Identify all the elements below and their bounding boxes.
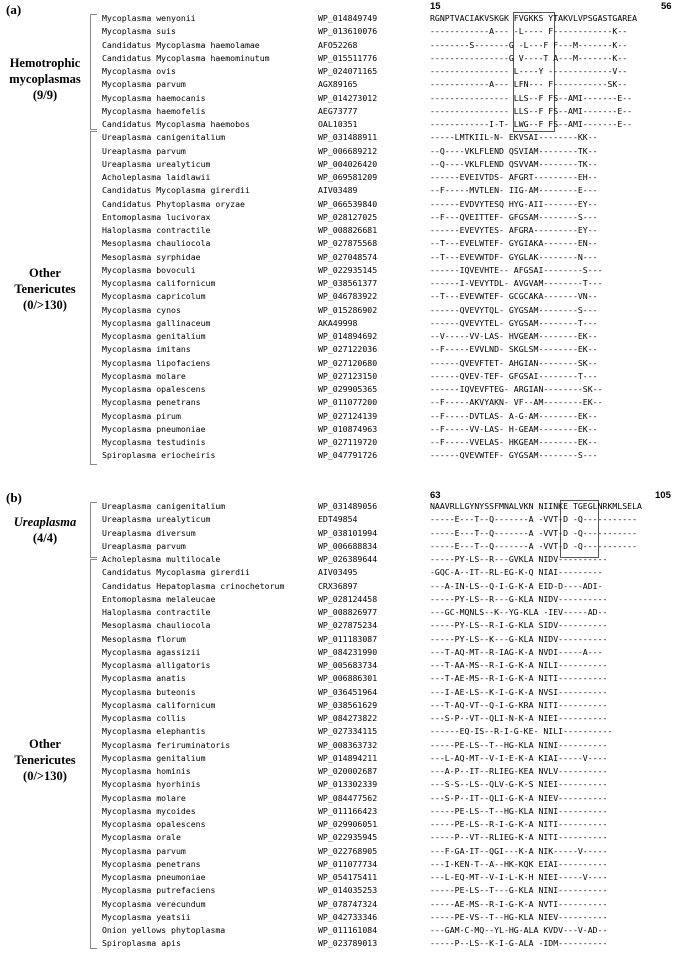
alignment-row (0, 39, 685, 51)
species-name: Mycoplasma gallinaceum (102, 317, 211, 328)
sequence-segment: ---T-AA-MS--R-I-G-K-A NILI---------- (430, 660, 608, 670)
alignment-row (0, 818, 685, 830)
species-name: Mycoplasma haemocanis (102, 92, 206, 103)
sequence-segment: -----LMTKIIL-N- EKVSAI--------KK-- (430, 132, 598, 143)
alignment-row (0, 619, 685, 631)
alignment-row (0, 118, 685, 130)
sequence-segment: ---L-AQ-MT--V-I-E-K-A KIAI-----V---- (430, 752, 608, 763)
sequence-segment: RGNPTVACIAKVSKGK FVGKKS YTAKVLVPSGASTGAREA (430, 13, 638, 23)
alignment-row (0, 383, 685, 395)
alignment-row (0, 211, 685, 223)
accession-number: WP_011183087 (318, 633, 378, 644)
accession-number: WP_014894692 (318, 331, 378, 341)
species-name: Mycoplasma penetrans (102, 397, 201, 408)
sequence-segment: ------IQVEVFTEG- ARGIAN--------SK-- (430, 384, 603, 394)
alignment-row (0, 778, 685, 790)
panel-b-label: (b) (6, 490, 22, 505)
alignment-row (0, 423, 685, 435)
alignment-row (0, 792, 685, 804)
sequence-segment: ------EVDVYTESQ HYG-AII-------EY-- (430, 198, 598, 209)
species-name: Mycoplasma hominis (102, 766, 191, 776)
alignment-row (0, 449, 685, 461)
sequence-segment: ---T-AQ-VT--Q-I-G-KRA NITI---------- (430, 699, 608, 710)
sequence-segment: --F-----MVTLEN- IIG-AM--------E--- (430, 185, 598, 196)
panel-b-position-start: 63 (430, 490, 441, 501)
species-name: Entomoplasma lucivorax (102, 211, 211, 222)
sequence-segment: ------IQVEVHTE-- AFGSAI--------S--- (430, 264, 603, 275)
sequence-segment: ----------------G V----T A---M-------K-- (430, 52, 628, 63)
species-name: Mycoplasma pirum (102, 410, 181, 421)
sequence-segment: ---F-GA-IT--QGI---K-A NIK-----V----- (430, 845, 608, 856)
accession-number: WP_014035253 (318, 885, 378, 896)
accession-number: AEG73777 (318, 105, 358, 116)
species-name: Candidatus Hepatoplasma crinochetorum (102, 580, 285, 591)
alignment-row (0, 513, 685, 525)
accession-number: WP_031488911 (318, 132, 378, 143)
panel-b (0, 488, 685, 955)
species-name: Haloplasma contractile (102, 607, 211, 617)
sequence-segment: ---I-AE-LS--K-I-G-K-A NVSI---------- (430, 686, 608, 697)
sequence-segment: --Q----VKLFLEND QSVVAM--------TK-- (430, 158, 598, 169)
alignment-row (0, 580, 685, 592)
alignment-row (0, 25, 685, 37)
sequence-segment: ------EQ-IS--R-I-G-KE- NILI---------- (430, 726, 613, 737)
accession-number: WP_027875234 (318, 620, 378, 631)
panel-a-position-end: 56 (661, 1, 672, 12)
accession-number: WP_027119720 (318, 437, 378, 447)
sequence-segment: --F-----AKVYAKN- VF--AM--------EK-- (430, 397, 603, 408)
alignment-row (0, 277, 685, 289)
alignment-row (0, 686, 685, 698)
alignment-row (0, 553, 685, 565)
sequence-segment: ---I-KEN-T--A--HK-KQK EIAI---------- (430, 858, 608, 869)
alignment-row (0, 357, 685, 369)
accession-number: WP_005683734 (318, 660, 378, 670)
species-name: Mycoplasma verecundum (102, 898, 206, 909)
sequence-segment: --T---EVELWTEF- GYGIAKA-------EN-- (430, 238, 598, 249)
species-name: Mycoplasma testudinis (102, 437, 206, 447)
panel-a-label: (a) (6, 2, 22, 17)
sequence-segment: -----PY-LS--K---G-KLA NIDV---------- (430, 633, 608, 644)
species-name: Mycoplasma mycoides (102, 805, 196, 816)
accession-number: AFO52268 (318, 39, 358, 50)
species-name: Mycoplasma molare (102, 792, 186, 803)
accession-number: WP_024071165 (318, 66, 378, 76)
sequence-segment: ------QVEVFTET- AHGIAN--------SK-- (430, 357, 598, 368)
species-name: Acholeplasma laidlawii (102, 172, 211, 182)
alignment-row (0, 739, 685, 751)
accession-number: EDT49854 (318, 514, 358, 525)
accession-number: WP_006689212 (318, 145, 378, 156)
accession-number: WP_029905365 (318, 384, 378, 394)
alignment-row (0, 184, 685, 196)
species-name: Mesoplasma florum (102, 633, 186, 644)
alignment-row (0, 725, 685, 737)
panel-a-position-start: 15 (430, 1, 441, 12)
accession-number: AKA49998 (318, 317, 358, 328)
group-line2: mycoplasmas (9, 72, 81, 86)
alignment-row (0, 78, 685, 90)
species-name: Mycoplasma collis (102, 713, 186, 723)
sequence-segment: --F-----EVVLND- SKGLSM--------EK-- (430, 344, 598, 355)
alignment-row (0, 566, 685, 578)
accession-number: WP_078747324 (318, 898, 378, 909)
species-name: Mycoplasma californicum (102, 699, 216, 710)
alignment-row (0, 92, 685, 104)
species-name: Mycoplasma molare (102, 370, 186, 381)
accession-number: OAL10351 (318, 119, 358, 129)
accession-number: WP_013302339 (318, 779, 378, 790)
species-name: Mesoplasma chauliocola (102, 238, 211, 249)
species-name: Mycoplasma suis (102, 26, 176, 37)
species-name: Candidatus Mycoplasma haemobos (102, 119, 250, 129)
species-name: Mesoplasma chauliocola (102, 620, 211, 631)
accession-number: WP_027875568 (318, 238, 378, 249)
sequence-segment: --F-----VVELAS- HKGEAM--------EK-- (430, 437, 598, 447)
accession-number: WP_031489056 (318, 501, 378, 511)
sequence-segment: -----E---T--Q-------A -VVT-D -Q----------- (430, 540, 638, 551)
sequence-segment: ---A-P--IT--RLIEG-KEA NVLV---------- (430, 766, 608, 776)
species-name: Mycoplasma opalescens (102, 384, 206, 394)
alignment-row (0, 264, 685, 276)
species-name: Ureaplasma diversum (102, 527, 196, 538)
species-name: Spiroplasma apis (102, 938, 181, 949)
accession-number: WP_038561629 (318, 699, 378, 710)
species-name: Ureaplasma parvum (102, 145, 186, 156)
alignment-row (0, 131, 685, 143)
alignment-row (0, 370, 685, 382)
species-name: Candidatus Mycoplasma girerdii (102, 185, 250, 196)
alignment-row (0, 871, 685, 883)
species-name: Mycoplasma agassizii (102, 646, 201, 657)
accession-number: WP_026389644 (318, 554, 378, 564)
alignment-row (0, 765, 685, 777)
alignment-row (0, 924, 685, 936)
sequence-segment: --F-----DVTLAS- A-G-AM--------EK-- (430, 410, 598, 421)
group-line1: Other (29, 737, 61, 751)
group-count: (9/9) (32, 88, 58, 102)
alignment-row (0, 606, 685, 618)
group-count: (0/>130) (23, 769, 67, 783)
sequence-segment: ---L-EQ-MT--V-I-L-K-H NIEI-----V---- (430, 872, 608, 882)
accession-number: AIV03495 (318, 567, 358, 578)
species-name: Candidatus Mycoplasma haemominutum (102, 52, 270, 63)
sequence-segment: ---A-IN-LS--Q-I-G-K-A EID-D----ADI- (430, 580, 603, 591)
group-line1: Ureaplasma (13, 515, 77, 529)
sequence-segment: ------EVEIVTDS- AFGRT---------EH-- (430, 172, 598, 182)
species-name: Mycoplasma parvum (102, 79, 186, 90)
accession-number: WP_004026420 (318, 158, 378, 169)
species-name: Mycoplasma californicum (102, 278, 216, 288)
species-name: Mycoplasma pneumoniae (102, 872, 206, 882)
species-name: Mycoplasma hyorhinis (102, 779, 201, 790)
sequence-segment: ------------A--- LFN--- F-----------SK-- (430, 79, 628, 90)
alignment-row (0, 752, 685, 764)
alignment-row (0, 12, 685, 24)
alignment-row (0, 317, 685, 329)
accession-number: WP_042733346 (318, 911, 378, 922)
accession-number: WP_027124139 (318, 410, 378, 421)
sequence-segment: --V-----VV-LAS- HVGEAM--------EK-- (430, 331, 598, 341)
accession-number: WP_038101994 (318, 527, 378, 538)
species-name: Mycoplasma putrefaciens (102, 885, 216, 896)
sequence-segment: -----PE-LS--T---G-KLA NINI---------- (430, 885, 608, 896)
sequence-segment: ---S-P--VT--QLI-N-K-A NIEI---------- (430, 713, 608, 723)
alignment-row (0, 805, 685, 817)
species-name: Onion yellows phytoplasma (102, 925, 226, 935)
sequence-segment: ---------------- LLS--F FS--AMI-------E-- (430, 105, 633, 116)
sequence-segment: -----PY-LS--R---GVKLA NIDV---------- (430, 554, 608, 564)
accession-number: WP_038561377 (318, 278, 378, 288)
alignment-row (0, 343, 685, 355)
accession-number: AGX89165 (318, 79, 358, 90)
accession-number: WP_036451964 (318, 686, 378, 697)
sequence-segment: --T---EVEVWTDF- GYGLAK--------N--- (430, 251, 598, 262)
group-count: (4/4) (32, 531, 58, 545)
species-name: Mycoplasma bovoculi (102, 264, 196, 275)
accession-number: WP_084231990 (318, 646, 378, 657)
species-name: Mycoplasma parvum (102, 845, 186, 856)
accession-number: WP_027123150 (318, 370, 378, 381)
sequence-segment: --F-----VV-LAS- H-GEAM--------EK-- (430, 423, 598, 434)
sequence-segment: ---T-AE-MS--R-I-G-K-A NITI---------- (430, 673, 608, 684)
species-name: Spiroplasma eriocheiris (102, 450, 216, 461)
sequence-segment: ------I-VEVYTDL- AVGVAM--------T--- (430, 278, 603, 288)
accession-number: WP_022935945 (318, 832, 378, 843)
alignment-row (0, 396, 685, 408)
alignment-row (0, 712, 685, 724)
accession-number: WP_029906051 (318, 819, 378, 829)
accession-number: WP_011161084 (318, 925, 378, 935)
sequence-segment: ---------------- LLS--F FS--AMI-------E-- (430, 92, 633, 103)
species-name: Mycoplasma cynos (102, 304, 181, 315)
sequence-segment: -----PY-LS--R---G-KLA NIDV---------- (430, 593, 608, 604)
accession-number: WP_047791726 (318, 450, 378, 461)
accession-number: WP_013610076 (318, 26, 378, 37)
accession-number: WP_028124458 (318, 593, 378, 604)
species-name: Ureaplasma parvum (102, 540, 186, 551)
species-name: Candidatus Phytoplasma oryzae (102, 198, 245, 209)
group-line2: Tenericutes (14, 282, 76, 296)
alignment-row (0, 237, 685, 249)
species-name: Acholeplasma multilocale (102, 554, 221, 564)
accession-number: WP_008826977 (318, 607, 378, 617)
accession-number: WP_011077200 (318, 397, 378, 408)
alignment-row (0, 500, 685, 512)
species-name: Ureaplasma canigenitalium (102, 501, 226, 511)
species-name: Ureaplasma canigenitalium (102, 132, 226, 143)
alignment-row (0, 659, 685, 671)
accession-number: WP_022935145 (318, 264, 378, 275)
sequence-segment: -----PE-LS--T--HG-KLA NINI---------- (430, 739, 608, 750)
sequence-segment: -GQC-A--IT--RL-EG-K-Q NIAI--------- (430, 567, 603, 578)
alignment-row (0, 304, 685, 316)
alignment-row (0, 633, 685, 645)
accession-number: WP_011166423 (318, 805, 378, 816)
sequence-segment: --------S-------G -L---F F---M-------K-- (430, 39, 628, 50)
species-name: Mycoplasma feriruminatoris (102, 739, 231, 750)
sequence-segment: ---S-P--IT--QLI-G-K-A NIEV---------- (430, 792, 608, 803)
accession-number: WP_046783922 (318, 291, 378, 302)
sequence-segment: -----PE-LS--R-I-G-K-A NITI---------- (430, 819, 608, 829)
species-name: Candidatus Mycoplasma haemolamae (102, 39, 260, 50)
alignment-row (0, 884, 685, 896)
alignment-row (0, 52, 685, 64)
alignment-row (0, 65, 685, 77)
alignment-row (0, 845, 685, 857)
species-name: Mycoplasma buteonis (102, 686, 196, 697)
species-name: Entomoplasma melaleucae (102, 593, 216, 604)
accession-number: WP_015511776 (318, 52, 378, 63)
accession-number: WP_084477562 (318, 792, 378, 803)
sequence-segment: ------------A--- -L---- F------------K-- (430, 26, 628, 37)
species-name: Mycoplasma yeatsii (102, 911, 191, 922)
sequence-segment: -----AE-MS--R-I-G-K-A NVTI---------- (430, 898, 608, 909)
sequence-segment: -----E---T--Q-------A -VVT-D -Q----------- (430, 527, 638, 538)
alignment-row (0, 410, 685, 422)
species-name: Ureaplasma urealyticum (102, 514, 211, 525)
sequence-segment: -----E---T--Q-------A -VVT-D -Q----------- (430, 514, 638, 525)
accession-number: WP_028127025 (318, 211, 378, 222)
accession-number: WP_014849749 (318, 13, 378, 23)
alignment-row (0, 831, 685, 843)
alignment-row (0, 290, 685, 302)
alignment-row (0, 898, 685, 910)
accession-number: WP_069581209 (318, 172, 378, 182)
accession-number: WP_027122036 (318, 344, 378, 355)
sequence-segment: ---T-AQ-MT--R-IAG-K-A NVDI-----A--- (430, 646, 603, 657)
sequence-segment: ------QVEVYTQL- GYGSAM--------S--- (430, 304, 598, 315)
group-line1: Hemotrophic (9, 56, 81, 70)
alignment-row (0, 198, 685, 210)
alignment-row (0, 251, 685, 263)
species-name: Mycoplasma pneumoniae (102, 423, 206, 434)
alignment-row (0, 158, 685, 170)
species-name: Mycoplasma lipofaciens (102, 357, 211, 368)
alignment-row (0, 224, 685, 236)
sequence-segment: ---------------- L----Y -------------V-- (430, 66, 628, 76)
group-line2: Tenericutes (14, 753, 76, 767)
accession-number: WP_014894211 (318, 752, 378, 763)
species-name: Mycoplasma ovis (102, 66, 176, 76)
alignment-row (0, 672, 685, 684)
panel-b-position-end: 105 (655, 490, 671, 501)
group-count: (0/>130) (23, 298, 67, 312)
accession-number: WP_084273822 (318, 713, 378, 723)
sequence-segment: -----PY-LS--R-I-G-KLA SIDV---------- (430, 620, 608, 631)
accession-number: WP_010874963 (318, 423, 378, 434)
species-name: Mycoplasma opalescens (102, 819, 206, 829)
species-name: Mycoplasma alligatoris (102, 660, 211, 670)
sequence-segment: ------EVEVYTES- AFGRA---------EY-- (430, 225, 598, 235)
accession-number: WP_023789013 (318, 938, 378, 949)
alignment-row (0, 527, 685, 539)
sequence-segment: -----P--VT--RLIEG-K-A NITI---------- (430, 832, 608, 843)
accession-number: CRX36897 (318, 580, 358, 591)
accession-number: WP_014273012 (318, 92, 378, 103)
sequence-segment: ------QVEV-TEF- GFGSAI--------T--- (430, 370, 598, 381)
alignment-row (0, 105, 685, 117)
species-name: Mycoplasma haemofelis (102, 105, 206, 116)
species-name: Mycoplasma wenyonii (102, 13, 196, 23)
species-name: Mycoplasma genitalium (102, 331, 206, 341)
sequence-segment: ---S-S--LS--QLV-G-K-S NIEI---------- (430, 779, 608, 790)
species-name: Mycoplasma genitalium (102, 752, 206, 763)
species-name: Mesoplasma syrphidae (102, 251, 201, 262)
accession-number: WP_015286902 (318, 304, 378, 315)
alignment-row (0, 646, 685, 658)
alignment-row (0, 858, 685, 870)
accession-number: WP_008363732 (318, 739, 378, 750)
sequence-segment: ------QVEVWTEF- GYGSAM--------S--- (430, 450, 598, 461)
sequence-segment: ------------I-T- LWG--F FS--AMI-------E-- (430, 119, 633, 129)
sequence-segment: -----PE-VS--T--HG-KLA NIEV---------- (430, 911, 608, 922)
alignment-row (0, 911, 685, 923)
species-name: Haloplasma contractile (102, 225, 211, 235)
species-name: Mycoplasma orale (102, 832, 181, 843)
alignment-row (0, 171, 685, 183)
alignment-row (0, 593, 685, 605)
sequence-segment: ---GAM-C-MQ--YL-HG-ALA KVDV---V-AD-- (430, 925, 608, 935)
sequence-segment: ---GC-MQNLS--K--YG-KLA -IEV-----AD-- (430, 607, 608, 617)
accession-number: WP_027120680 (318, 357, 378, 368)
sequence-segment: ------QVEVYTEL- GYGSAM--------T--- (430, 317, 598, 328)
group-line1: Other (29, 266, 61, 280)
species-name: Mycoplasma penetrans (102, 858, 201, 869)
species-name: Mycoplasma imitans (102, 344, 191, 355)
sequence-segment: --Q----VKLFLEND QSVIAM--------TK-- (430, 145, 598, 156)
sequence-segment: --F---QVEITTEF- GFGSAM--------S--- (430, 211, 598, 222)
sequence-segment: NAAVRLLGYNYSSFMNALVKN NIINKE TGEGLNRKMLSELA (430, 501, 642, 511)
species-name: Ureaplasma urealyticum (102, 158, 211, 169)
accession-number: WP_027334115 (318, 726, 378, 737)
alignment-row (0, 540, 685, 552)
alignment-row (0, 699, 685, 711)
accession-number: WP_054175411 (318, 872, 378, 882)
accession-number: WP_066539840 (318, 198, 378, 209)
alignment-row (0, 330, 685, 342)
alignment-row (0, 937, 685, 949)
accession-number: WP_022768905 (318, 845, 378, 856)
accession-number: WP_027048574 (318, 251, 378, 262)
accession-number: AIV03489 (318, 185, 358, 196)
accession-number: WP_011077734 (318, 858, 378, 869)
species-name: Mycoplasma capricolum (102, 291, 206, 302)
sequence-segment: --T---EVEVWTEF- GCGCAKA-------VN-- (430, 291, 598, 302)
species-name: Mycoplasma elephantis (102, 726, 206, 737)
accession-number: WP_006688834 (318, 540, 378, 551)
accession-number: WP_006886301 (318, 673, 378, 684)
sequence-segment: -----P--LS--K-I-G-ALA -IDM---------- (430, 938, 608, 949)
panel-a (0, 0, 685, 470)
accession-number: WP_020002687 (318, 766, 378, 776)
alignment-row (0, 436, 685, 448)
accession-number: WP_008826681 (318, 225, 378, 235)
species-name: Candidatus Mycoplasma girerdii (102, 567, 250, 578)
alignment-row (0, 145, 685, 157)
sequence-segment: -----PE-LS--T--HG-KLA NINI---------- (430, 805, 608, 816)
species-name: Mycoplasma anatis (102, 673, 186, 684)
